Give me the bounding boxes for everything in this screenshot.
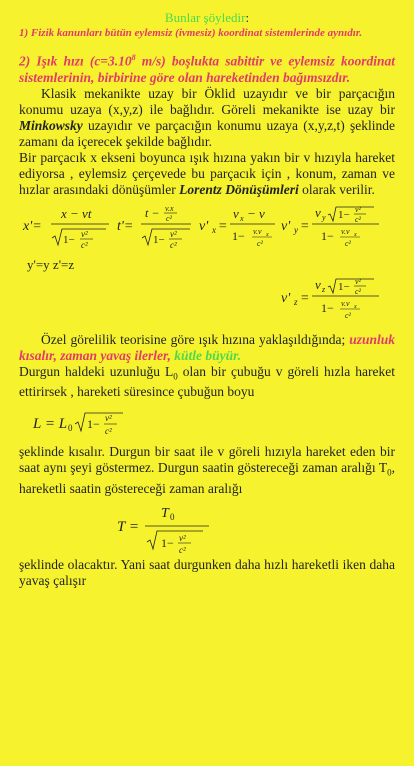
formula-vz-prime <box>281 277 379 320</box>
svg-text:1−: 1− <box>321 300 334 315</box>
svg-text:z: z <box>322 284 326 294</box>
svg-text:v.v: v.v <box>341 226 350 236</box>
svg-text:=: = <box>300 290 310 306</box>
para5-text: şeklinde kısalır. Durgun bir saat ile v göreli hızıyla hareket eden bir saat aynı şeyi göstermez. Durgun saatin göstereceği zaman aralığı T <box>19 444 395 476</box>
svg-text:x: x <box>354 303 357 310</box>
heading <box>19 10 395 26</box>
paragraph-relativity <box>19 332 395 364</box>
svg-text:− v: − v <box>247 205 265 221</box>
formula-length-contraction <box>19 400 395 444</box>
svg-text:T: T <box>161 505 169 521</box>
para2-text-a: Bir parçacık x ekseni boyunca ışık hızına yakın bir v hızıyla hareket ediyorsa , eylemsiz çerçevede bu parçacık için , konum, zaman ve hızlar arasındaki dönüşümler <box>19 149 395 197</box>
paragraph-clock <box>19 444 395 497</box>
svg-text:x: x <box>354 231 357 238</box>
formula-time-dilation <box>19 497 395 557</box>
svg-text:v: v <box>233 205 239 221</box>
svg-text:v²: v² <box>170 228 177 239</box>
para3-green-text: kütle büyür. <box>174 347 242 363</box>
svg-text:v²: v² <box>105 413 112 424</box>
svg-text:1−: 1− <box>63 233 75 246</box>
postulate-2-suffix: m/s) boşlukta sabittir ve eylemsiz koordinat sistemlerinin, birbirine göre olan hareketinden bağımsızdır. <box>19 53 395 85</box>
para2-text-b: olarak verilir. <box>298 181 375 197</box>
svg-text:x: x <box>266 231 269 238</box>
svg-text:c²: c² <box>257 238 263 248</box>
para5-text-b: , hareketli saatin göstereceği zaman aralığı <box>19 460 395 496</box>
svg-text:v.x: v.x <box>165 203 174 213</box>
formula-t-prime <box>117 204 191 250</box>
svg-text:t −: t − <box>145 205 160 220</box>
postulate-1: 1) Fizik kanunları bütün eylemsiz (ivmesiz) koordinat sistemlerinde aynıdır. <box>19 27 363 39</box>
minkowsky-term: Minkowsky <box>19 117 83 133</box>
formula-vx-prime <box>199 206 275 248</box>
svg-text:0: 0 <box>170 511 175 522</box>
para4-sub: 0 <box>173 371 178 382</box>
svg-text:x: x <box>212 224 216 235</box>
svg-text:c²: c² <box>166 213 172 223</box>
svg-text:c²: c² <box>345 238 351 248</box>
svg-text:v²: v² <box>179 532 186 543</box>
formula-x-prime <box>22 206 109 250</box>
svg-text:1−: 1− <box>321 228 334 243</box>
para4-text-a: Durgun haldeki uzunluğu L <box>19 363 174 379</box>
svg-text:x − vt: x − vt <box>61 205 92 221</box>
paragraph-minkowsky <box>19 86 395 150</box>
svg-text:1−: 1− <box>232 228 245 243</box>
svg-text:c²: c² <box>345 310 351 320</box>
svg-text:v': v' <box>281 218 291 234</box>
svg-text:c²: c² <box>355 214 361 224</box>
svg-text:T =: T = <box>117 518 139 535</box>
paragraph-lorentz <box>19 150 395 198</box>
svg-text:1−: 1− <box>338 280 350 293</box>
svg-text:v': v' <box>281 290 291 306</box>
formula-y-z: y'=y z'=z <box>27 256 75 272</box>
svg-text:c²: c² <box>170 239 177 250</box>
para3-pink-text: uzunluk kısalır, zaman yavaş ilerler, <box>19 331 395 363</box>
svg-text:v²: v² <box>355 276 361 286</box>
heading-green-text: Bunlar şöyledir <box>164 10 246 25</box>
lorentz-term: Lorentz Dönüşümleri <box>179 181 299 197</box>
para4-text-b: olan bir çubuğu v göreli hızla hareket ettirirsek , hareketi süresince çubuğun boyu <box>19 363 395 400</box>
svg-text:c²: c² <box>179 544 186 555</box>
svg-text:x'=: x'= <box>23 218 42 234</box>
svg-text:0: 0 <box>68 423 73 434</box>
svg-text:z: z <box>294 296 298 307</box>
svg-text:1−: 1− <box>87 417 100 432</box>
postulate-2-prefix: 2) Işık hızı (c=3.10 <box>19 53 132 69</box>
svg-text:t'=: t'= <box>117 218 134 234</box>
svg-text:1−: 1− <box>161 535 174 550</box>
svg-text:=: = <box>300 218 310 234</box>
postulate-2-sup: 8 <box>131 53 136 62</box>
paragraph-conclusion: şeklinde olacaktır. Yani saat durgunken daha hızlı hareketli iken daha yavaş çalışır <box>19 556 395 588</box>
svg-text:v²: v² <box>355 204 361 214</box>
para3-text-a: Özel görelilik teorisine göre ışık hızına yaklaşıldığında; <box>41 331 350 347</box>
svg-text:v: v <box>315 204 321 220</box>
svg-text:1−: 1− <box>153 233 165 246</box>
para1-text-b: uzayıdır ve parçacığın konumu uzaya (x,y,z,t) şeklinde zamanı da içerecek şekilde bağlıdır. <box>19 117 395 149</box>
svg-text:=: = <box>218 218 228 234</box>
svg-text:v: v <box>315 276 321 292</box>
svg-text:L = L: L = L <box>33 416 68 433</box>
para1-text-a: Klasik mekanikte uzay bir Öklid uzayıdır ve bir parçacığın konumu uzaya (x,y,z) ile bağlıdır. Göreli mekanikte ise uzay bir <box>19 85 395 117</box>
svg-text:v': v' <box>199 218 209 234</box>
svg-text:c²: c² <box>355 286 361 296</box>
svg-text:c²: c² <box>105 426 112 437</box>
svg-text:y: y <box>294 224 298 235</box>
svg-text:v.v: v.v <box>341 298 350 308</box>
heading-colon: : <box>245 10 250 25</box>
formula-vy-prime <box>281 205 379 248</box>
paragraph-length <box>19 364 395 401</box>
svg-text:c²: c² <box>81 239 88 250</box>
svg-text:y: y <box>322 212 326 222</box>
svg-text:x: x <box>240 213 244 223</box>
svg-text:v.v: v.v <box>253 226 262 236</box>
lorentz-formulas <box>19 202 395 322</box>
postulate-2 <box>19 50 395 86</box>
svg-text:v²: v² <box>81 228 88 239</box>
svg-text:1−: 1− <box>338 208 350 221</box>
para5-sub: 0 <box>387 467 392 478</box>
